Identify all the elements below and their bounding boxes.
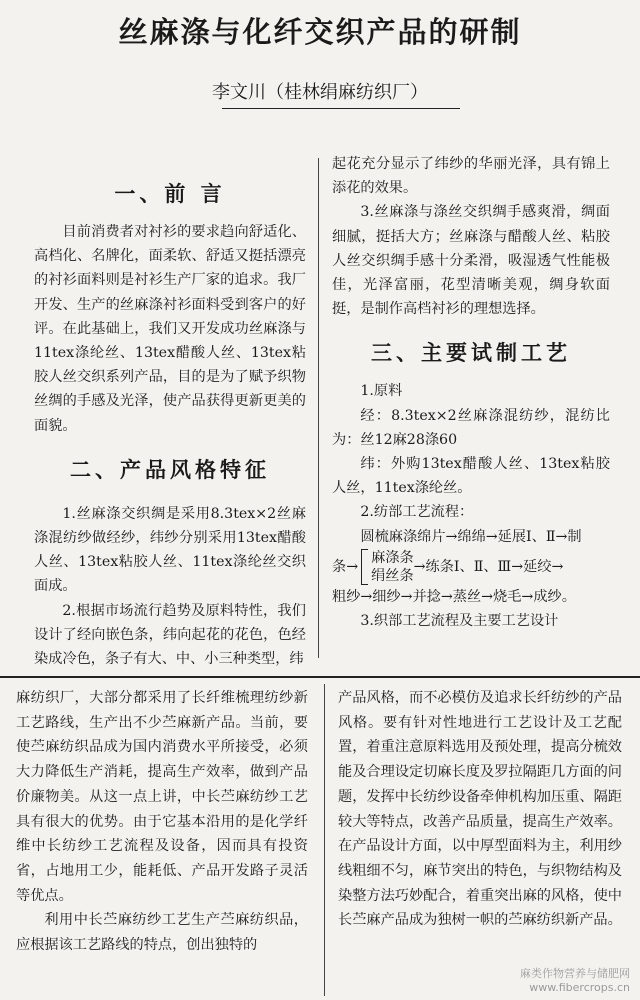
- paragraph: 1.丝麻涤交织绸是采用8.3tex×2丝麻涤混纺纱做经纱，纬纱分别采用13tex醋酸人丝、13tex粘胶人丝、11tex涤纶丝交织面成。: [34, 505, 306, 595]
- site-watermark: [520, 965, 630, 994]
- weft-spec: 纬：外购13tex醋酸人丝、13tex粘胶人丝，11tex涤纶丝。: [332, 456, 610, 497]
- paragraph: 3.丝麻涤与涤丝交织绸手感爽滑，绸面细腻，挺括大方；丝麻涤与醋酸人丝、粘胶人丝交织绸手感十分柔滑，吸湿透气性能极佳，光泽富丽，花型清晰美观，绸身软面挺，是制作高档衬衫的理想选择。: [332, 204, 610, 318]
- flow-line-3: 粗纱→细纱→并捻→蒸丝→烧毛→成纱。: [332, 588, 576, 605]
- lower-right-column: [338, 686, 622, 933]
- brace-items: [371, 549, 414, 585]
- flow-suffix: →练条Ⅰ、Ⅱ、Ⅲ→延绞→: [413, 558, 564, 575]
- watermark-line-1: 麻类作物营养与储肥网: [520, 967, 630, 980]
- column-divider-bottom: [324, 684, 325, 996]
- paragraph-continued: 麻纺织厂，大部分都采用了长纤维梳理纺纱新工艺路线，生产出不少苎麻新产品。当前，要使苎麻纺织品成为国内消费水平所接受，必须大力降低生产消耗，提高生产效率，做到产品价廉物美。从这一点上讲，中长苎麻纺纱工艺具有很大的优势。由于它基本沿用的是化学纤维中长纺纱工艺流程及设备，因而具有投资省，占地用工少，能耗低、产品开发路子灵活等优点。: [16, 690, 308, 904]
- subheading-materials: 1.原料: [360, 383, 403, 400]
- brace-mark: [361, 549, 368, 585]
- subheading-spinning-flow: 2.纺部工艺流程：: [360, 504, 474, 521]
- article-title: 丝麻涤与化纤交织产品的研制: [118, 15, 522, 49]
- lower-left-column: [16, 686, 308, 958]
- column-divider-top: [318, 158, 319, 658]
- section-heading-process: 三、主要试制工艺: [371, 340, 571, 366]
- subheading-weaving-flow: 3.织部工艺流程及主要工艺设计: [360, 613, 559, 630]
- watermark-line-2: www.fibercrops.cn: [529, 981, 630, 994]
- paragraph: 2.根据市场流行趋势及原料特性，我们设计了经向嵌色条，纬向起花的花色，色经染成冷色，条子有大、中、小三种类型，纬: [34, 602, 306, 668]
- paragraph-continued: 产品风格，而不必模仿及追求长纤纺纱的产品风格。要有针对性地进行工艺设计及工艺配置，着重注意原料选用及预处理，提高分梳效能及合理设定切麻长度及罗拉隔距几方面的问题，发挥中长纺纱设备牵伸机构加压重、隔距较大等特点，改善产品质量，提高生产效率。在产品设计方面，以中厚型面料为主，利用纱线粗细不匀，麻节突出的特色，与织物结构及染整方法巧妙配合，着重突出麻的风格，使中长苎麻产品成为独树一帜的苎麻纺织新产品。: [338, 690, 622, 929]
- section-heading-features: 二、产品风格特征: [70, 456, 270, 482]
- upper-right-column: [332, 152, 610, 633]
- flow-prefix: 条→: [332, 558, 359, 575]
- warp-spec: 经：8.3tex×2丝麻涤混纺纱，混纺比为：丝12麻28涤60: [332, 407, 610, 448]
- paragraph: 利用中长苎麻纺纱工艺生产苎麻纺织品，应根据该工艺路线的特点，创出独特的: [16, 912, 308, 954]
- flow-line-2: [332, 549, 610, 585]
- byline-underline: [222, 108, 460, 109]
- flow-brace-group: [358, 549, 414, 585]
- section-heading-intro: 一、前 言: [114, 181, 226, 206]
- horizontal-divider: [0, 676, 640, 678]
- paragraph: 目前消费者对衬衫的要求趋向舒适化、高档化、名牌化，面柔软、舒适又挺括漂亮的衬衫面料则是衬衫生产厂家的追求。我厂开发、生产的丝麻涤衬衫面料受到客户的好评。在此基础上，我们又开发成功丝麻涤与11tex涤纶丝、13tex醋酸人丝、13tex粘胶人丝交织系列产品，目的是为了赋予织物丝绸的手感及光泽，使产品获得更新更美的面貌。: [34, 224, 306, 434]
- author-byline: 李文川（桂林绢麻纺织厂）: [212, 82, 428, 103]
- brace-item-bottom: 绢丝条: [371, 567, 414, 584]
- upper-left-column: [34, 168, 306, 671]
- brace-item-top: 麻涤条: [371, 549, 414, 566]
- flow-line-1: 圆梳麻涤绵片→绵绵→延展Ⅰ、Ⅱ→制: [360, 528, 582, 545]
- paragraph-continued: 起花充分显示了纬纱的华丽光泽，具有锦上添花的效果。: [332, 156, 610, 197]
